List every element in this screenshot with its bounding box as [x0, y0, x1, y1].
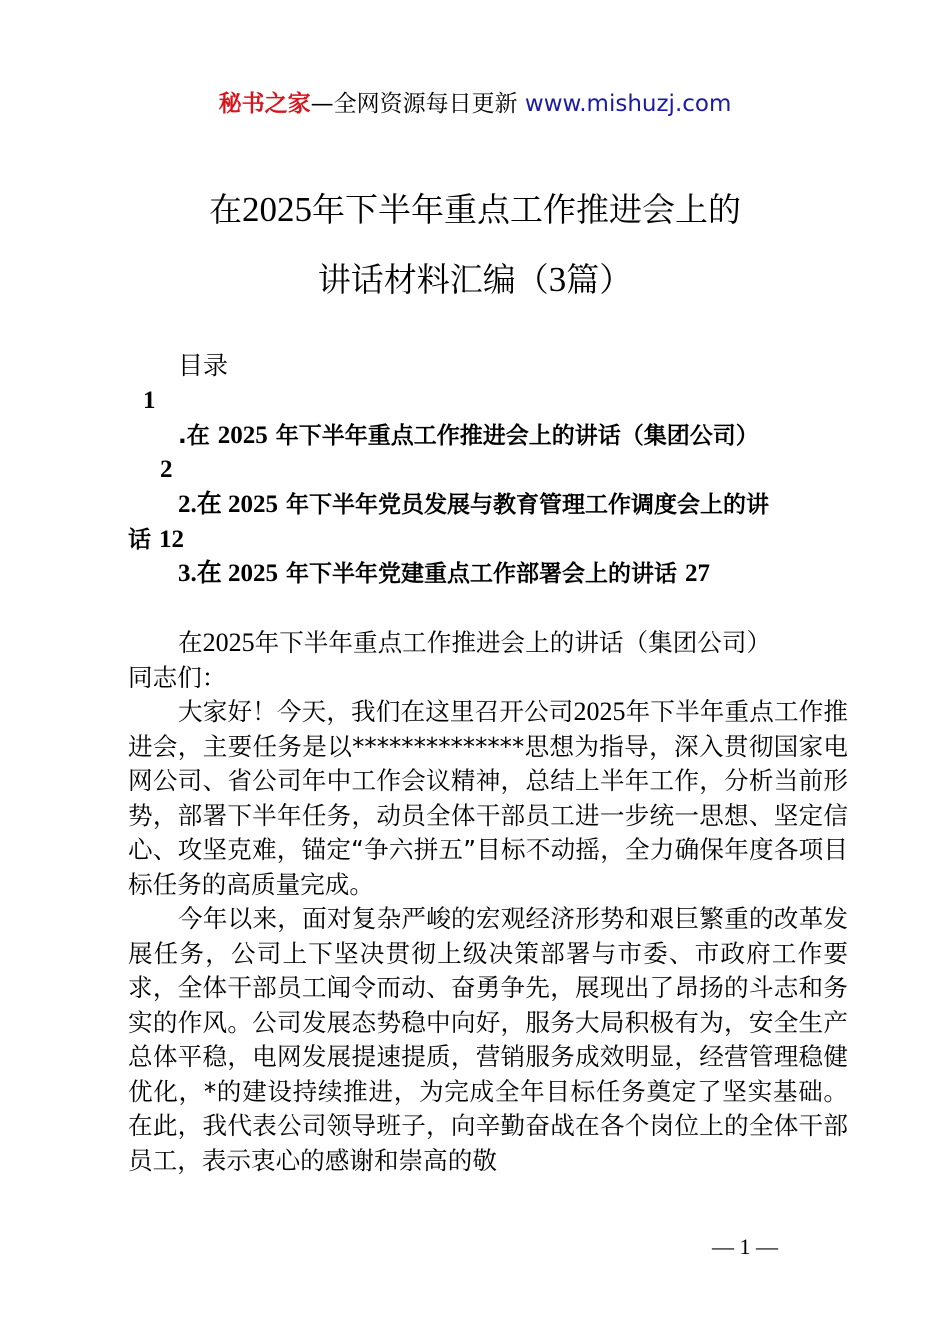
toc-item-text: 年下半年党员发展与教育管理工作调度会上的讲: [278, 492, 770, 518]
paragraph-2: 今年以来，面对复杂严峻的宏观经济形势和艰巨繁重的改革发展任务，公司上下坚决贯彻上级决策部署与市委、市政府工作要求，全体干部员工闻令而动、奋勇争先，展现出了昂扬的斗志和务实的作风。公司发展态势稳中向好，服务大局积极有为，安全生产总体平稳，电网发展提速提质，营销服务成效明显，经营管理稳健优化，*的建设持续推进，为完成全年目标任务奠定了坚实基础。在此，我代表公司领导班子，向辛勤奋战在各个岗位上的全体干部员工，表示衷心的感谢和崇高的敬: [128, 904, 848, 1175]
toc-item-text: 3.在: [178, 560, 229, 587]
toc-item-year: 2025: [228, 560, 279, 587]
paragraph-text: 大家好！今天，我们在这里召开公司: [178, 697, 574, 726]
site-url-link[interactable]: www.mishuzj.com: [524, 91, 732, 117]
title-text: 篇）: [566, 260, 633, 299]
toc-marker-1: 1: [143, 387, 156, 414]
title-count: 3: [548, 260, 567, 299]
toc-page-number: 12: [159, 526, 185, 553]
toc-item-year: 2025: [217, 422, 268, 449]
toc-item-2[interactable]: [178, 488, 769, 522]
toc-marker-2: 2: [160, 456, 173, 483]
toc-item-text: 年下半年重点工作推进会上的讲话（集团公司）: [267, 423, 759, 449]
section-title: [128, 626, 848, 661]
title-year: 2025: [242, 190, 312, 229]
toc-item-text: 2.在: [178, 491, 229, 518]
toc-item-2-continued[interactable]: [128, 523, 184, 557]
toc-item-text: 年下半年党建重点工作部署会上的讲话: [278, 561, 686, 587]
toc-item-year: 2025: [228, 491, 279, 518]
toc-item-1[interactable]: [178, 419, 759, 453]
toc-item-text: 话: [128, 527, 160, 553]
document-body: [128, 626, 848, 1178]
paragraph-year: 2025: [573, 697, 626, 726]
title-text: 在: [209, 190, 242, 229]
title-text: 讲话材料汇编（: [317, 260, 549, 299]
salutation: 同志们：: [128, 662, 227, 692]
document-title-line1: [0, 188, 950, 232]
paragraph-1: [128, 695, 848, 902]
toc-item-text: .在: [178, 423, 218, 449]
section-title-text: 年下半年重点工作推进会上的讲话（集团公司）: [254, 628, 772, 657]
toc-page-number: 27: [685, 560, 711, 587]
brand-name: 秘书之家: [218, 91, 311, 117]
toc-item-3[interactable]: [178, 557, 710, 591]
document-title-line2: [0, 258, 950, 302]
header-tagline: —全网资源每日更新: [310, 91, 525, 117]
site-header: [0, 86, 950, 122]
toc-heading: 目录: [178, 351, 229, 380]
title-text: 年下半年重点工作推进会上的: [312, 190, 741, 229]
page-number: — 1 —: [712, 1234, 778, 1259]
section-title-text: 在: [178, 628, 203, 657]
section-title-year: 2025: [202, 628, 255, 657]
paragraph-text: 年下半年重点工作推进会，主要任务是以**************思想为指导，深入贯彻国家电网公司、省公司年中工作会议精神，总结上半年工作，分析当前形势，部署下半年任务，动员全体干部员工进一步统一思想、坚定信心、攻坚克难，锚定“争六拼五”目标不动摇，全力确保年度各项目标任务的高质量完成。: [128, 697, 848, 899]
